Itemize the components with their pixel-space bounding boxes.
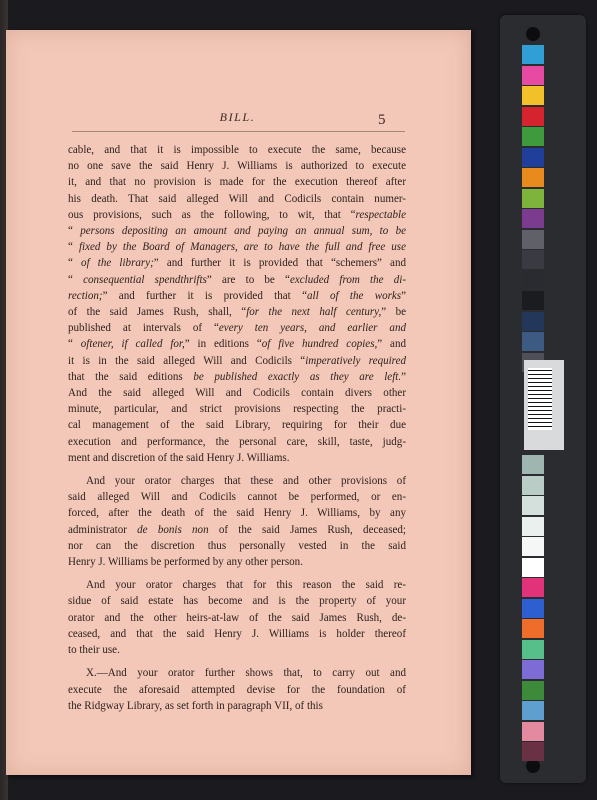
text-line	[68, 288, 406, 304]
text-line	[68, 304, 406, 320]
text-run: ”	[401, 289, 407, 302]
color-swatch	[522, 332, 544, 351]
color-swatches-top	[522, 45, 544, 373]
color-swatch	[522, 148, 544, 167]
color-swatch	[522, 476, 544, 495]
text-line	[68, 369, 406, 385]
italic-run: de bonis non	[137, 523, 209, 536]
italic-run: be published exactly as they are left.	[193, 370, 402, 383]
text-run: said alleged Will and Codicils cannot be performed, or en-	[68, 491, 406, 504]
italic-run: rection;	[68, 289, 103, 302]
italic-run: respectable	[355, 208, 406, 221]
text-run: no one save the said Henry J. Williams is authorized to execute	[68, 160, 406, 173]
color-swatch	[522, 640, 544, 659]
text-line	[68, 401, 406, 417]
italic-run: fixed by the Board of Managers, are to have the full and free use	[78, 241, 407, 254]
text-run: X.—And your orator further shows that, to carry out and	[86, 667, 406, 680]
text-run: it is in the said alleged Will and Codicils “	[68, 354, 306, 367]
text-run: execution and performance, the personal care, skill, taste, judg-	[68, 435, 406, 448]
text-line	[68, 385, 406, 401]
text-run: of the said James Rush, shall, “	[68, 306, 247, 319]
text-line	[68, 255, 406, 271]
color-swatch	[522, 578, 544, 597]
resolution-target	[524, 360, 564, 450]
text-line	[68, 207, 406, 223]
color-swatch	[522, 619, 544, 638]
italic-run: excluded from the di-	[289, 273, 407, 286]
color-swatch	[522, 312, 544, 331]
text-run: ” and further it is provided that “schemers” and	[153, 257, 406, 270]
text-run: published at intervals of “	[68, 322, 219, 335]
text-run: minute, particular, and strict provisions respecting the practi-	[68, 403, 406, 416]
text-line	[68, 417, 406, 433]
color-swatch	[522, 86, 544, 105]
text-run: ment and discretion of the said Henry J. Williams.	[68, 451, 290, 464]
color-swatch	[522, 209, 544, 228]
text-run: forced, after the death of the said Henry J. Williams, by any	[68, 507, 406, 520]
text-run: of the said James Rush, deceased;	[208, 523, 406, 536]
text-run: And the said alleged Will and Codicils contain divers other	[68, 387, 406, 400]
italic-run: all of the works	[306, 289, 402, 302]
header-rule	[72, 131, 405, 132]
color-swatch	[522, 455, 544, 474]
text-line	[68, 682, 406, 698]
italic-run: for the next half century,	[246, 306, 382, 319]
text-run: “	[68, 338, 81, 351]
color-swatch	[522, 291, 544, 310]
italic-run: of the library;	[81, 257, 154, 270]
text-run: cal management of the said Library, requiring for their due	[68, 419, 406, 432]
text-run: ous provisions, such as the following, to wit, that “	[68, 208, 356, 221]
color-swatch	[522, 230, 544, 249]
text-run: to their use.	[68, 644, 120, 657]
text-line	[68, 239, 406, 255]
text-run: And your orator charges that these and other provisions of	[86, 475, 406, 488]
text-run: Henry J. Williams be performed by any other person.	[68, 556, 303, 569]
text-line	[68, 272, 406, 288]
text-run: “	[68, 225, 81, 238]
text-run: administrator	[68, 523, 138, 536]
text-run: ” be	[381, 306, 407, 319]
text-line	[68, 642, 406, 658]
text-run: “	[68, 273, 84, 286]
color-swatch	[522, 45, 544, 64]
color-swatch	[522, 168, 544, 187]
text-run: that the said editions	[68, 370, 194, 383]
color-swatch	[522, 537, 544, 556]
text-line	[68, 450, 406, 466]
text-run: orator and the other heirs-at-law of the said James Rush, de-	[68, 611, 406, 624]
document-page	[6, 30, 471, 775]
text-run: And your orator charges that for this reason the said re-	[86, 579, 406, 592]
text-line	[68, 353, 406, 369]
text-line	[68, 698, 406, 714]
color-swatch	[522, 127, 544, 146]
color-swatch	[522, 517, 544, 536]
text-line	[68, 505, 406, 521]
text-run: ” and	[377, 338, 406, 351]
color-swatch	[522, 558, 544, 577]
text-line	[68, 577, 406, 593]
text-line	[68, 320, 406, 336]
running-head: BILL.	[219, 110, 256, 124]
text-run: ” are to be “	[206, 273, 290, 286]
text-run: cable, and that it is impossible to execute the same, because	[68, 144, 406, 156]
color-swatch	[522, 599, 544, 618]
italic-run: imperatively required	[305, 354, 406, 367]
text-line	[68, 554, 406, 570]
italic-run: of five hundred copies,	[261, 338, 378, 351]
text-line	[68, 610, 406, 626]
color-swatch	[522, 496, 544, 515]
text-run: execute the aforesaid attempted devise for the foundation of	[68, 683, 406, 696]
text-run: it, and that no provision is made for the execution thereof after	[68, 176, 406, 189]
resolution-bars	[528, 368, 552, 430]
text-run: ” in editions “	[184, 338, 262, 351]
color-swatches-bottom	[522, 455, 544, 763]
color-swatch	[522, 271, 544, 290]
text-run: ” and further it is provided that “	[102, 289, 307, 302]
text-line	[68, 626, 406, 642]
text-line	[68, 538, 406, 554]
text-run: nor can the discretion thus personally vested in the said	[68, 539, 406, 552]
text-run: “	[68, 257, 82, 270]
color-swatch	[522, 250, 544, 269]
text-line	[68, 336, 406, 352]
text-line	[68, 522, 406, 538]
text-line	[68, 191, 406, 207]
text-run: “	[68, 241, 79, 254]
mount-hole	[526, 27, 540, 41]
body-text	[68, 142, 406, 714]
text-line	[68, 665, 406, 681]
text-run: the Ridgway Library, as set forth in paragraph VII, of this	[68, 699, 323, 712]
text-line	[68, 489, 406, 505]
text-run: ceased, and that the said Henry J. Williams is holder thereof	[68, 627, 406, 640]
color-swatch	[522, 66, 544, 85]
text-line	[68, 142, 406, 158]
color-swatch	[522, 681, 544, 700]
color-checker-strip	[500, 15, 586, 783]
text-run: sidue of said estate has become and is the property of your	[68, 595, 406, 608]
italic-run: consequential spendthrifts	[83, 273, 207, 286]
text-line	[68, 174, 406, 190]
color-swatch	[522, 742, 544, 761]
color-swatch	[522, 660, 544, 679]
text-run: his death. That said alleged Will and Codicils contain numer-	[68, 192, 406, 205]
italic-run: oftener, if called for,	[80, 338, 185, 351]
page-number: 5	[378, 112, 386, 128]
text-run: ”	[401, 370, 406, 383]
color-swatch	[522, 189, 544, 208]
text-line	[68, 223, 406, 239]
italic-run: every ten years, and earlier and	[218, 322, 406, 335]
text-line	[68, 158, 406, 174]
text-line	[68, 593, 406, 609]
text-line	[68, 473, 406, 489]
color-swatch	[522, 722, 544, 741]
color-swatch	[522, 701, 544, 720]
color-swatch	[522, 107, 544, 126]
text-line	[68, 434, 406, 450]
italic-run: persons depositing an amount and paying an annual sum, to be	[80, 225, 406, 238]
